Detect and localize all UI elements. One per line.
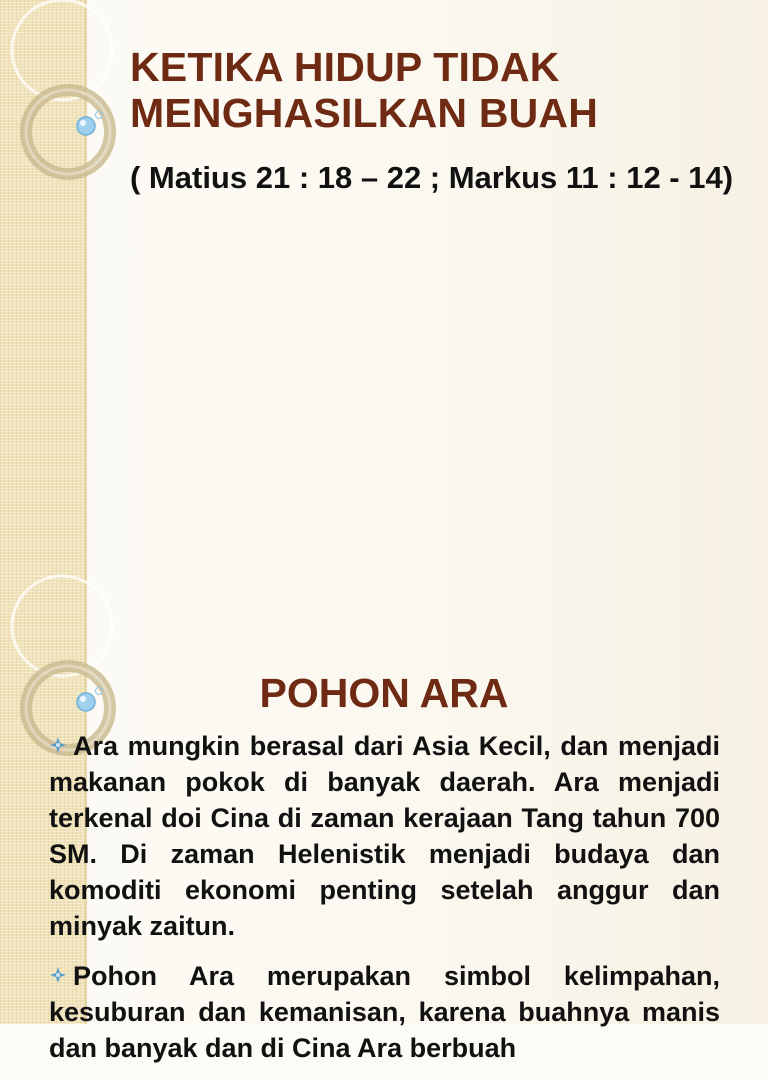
decorative-ring-icon [0,0,140,220]
bullet-text: Pohon Ara merupakan simbol kelimpahan, kesuburan dan kemanisan, karena buahnya manis dan banyak dan di Cina Ara berbuah [49,961,720,1063]
list-item [49,958,720,1066]
section-heading-text: POHON ARA [259,670,509,716]
bullet-list [49,728,720,1080]
slide-title-line-1: KETIKA HIDUP TIDAK [130,44,560,90]
slide-2 [0,576,768,1063]
section-heading [0,670,768,716]
scripture-reference: ( Matius 21 : 18 – 22 ; Markus 11 : 12 - 14) [130,160,734,195]
slide-title-line-2: MENGHASILKAN BUAH [130,90,599,136]
list-item [49,728,720,944]
slide-title [130,44,730,136]
bullet-text: Ara mungkin berasal dari Asia Kecil, dan menjadi makanan pokok di banyak daerah. Ara menjadi terkenal doi Cina di zaman kerajaan Tang tahun 700 SM. Di zaman Helenistik menjadi budaya dan komoditi ekonomi penting setelah anggur dan minyak zaitun. [49,731,720,941]
diamond-bullet-icon [49,966,67,984]
diamond-bullet-icon [49,736,67,754]
